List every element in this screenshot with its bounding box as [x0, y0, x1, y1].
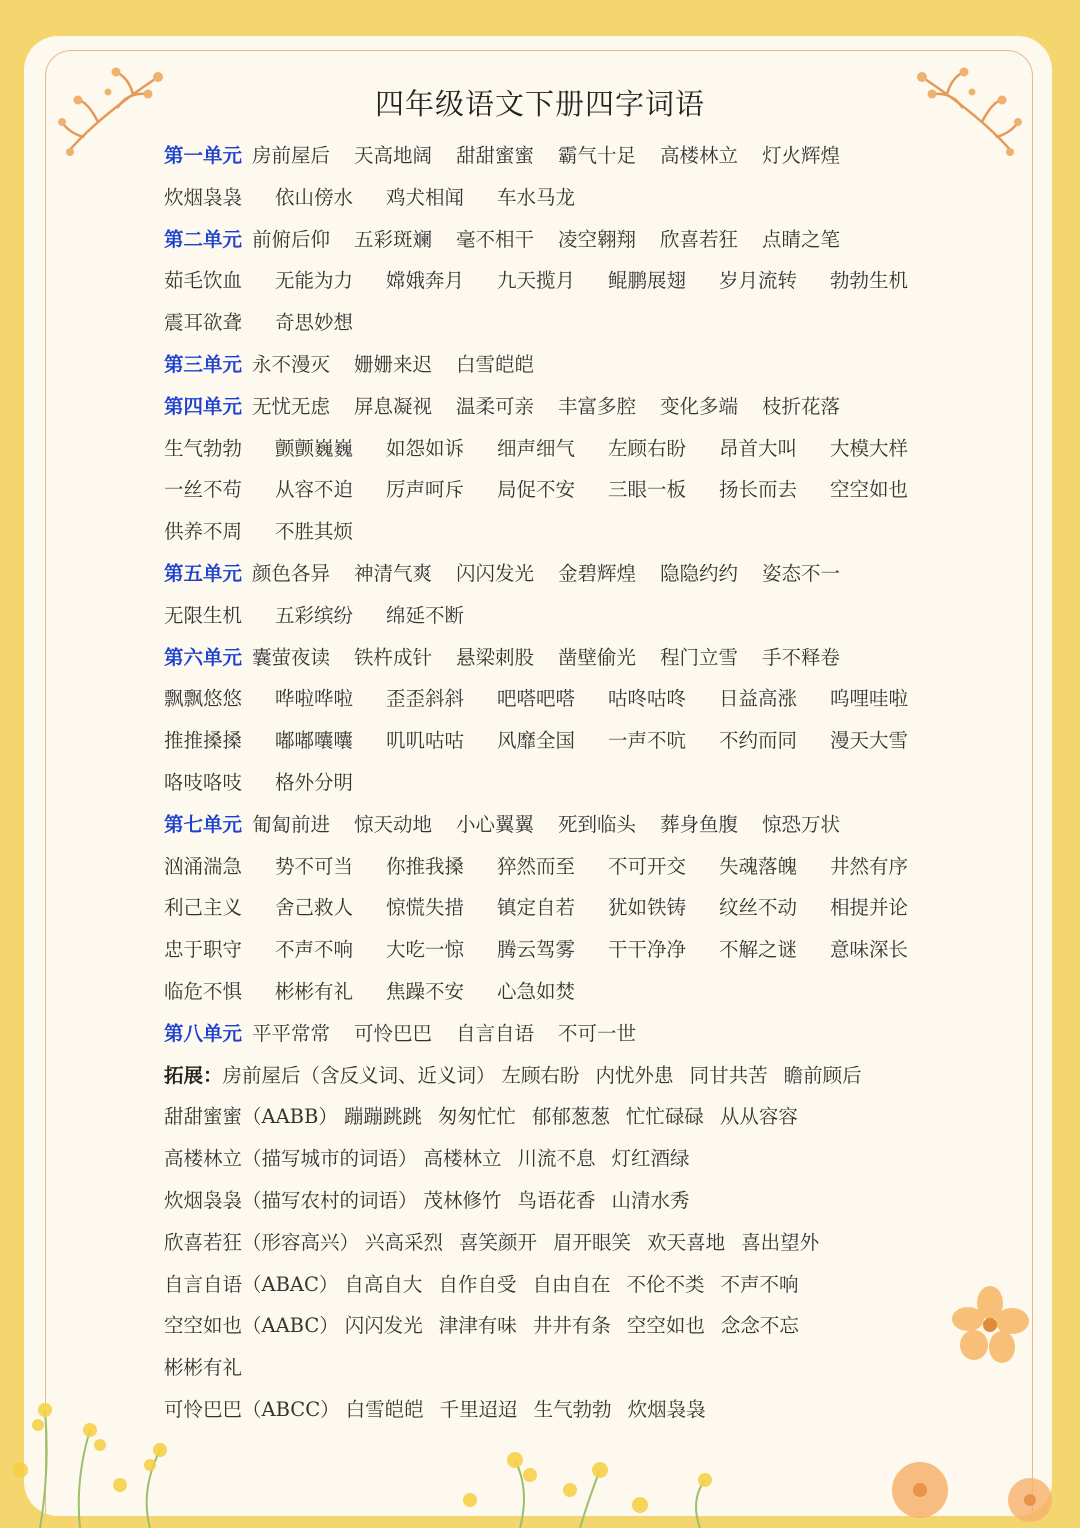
unit-line	[164, 637, 934, 679]
word-item: 心急如焚	[497, 979, 576, 1003]
word-item: 奇思妙想	[275, 311, 354, 335]
unit-line	[164, 971, 934, 1013]
unit-label: 第七单元	[164, 812, 243, 836]
word-item: 腾云驾雾	[497, 938, 576, 962]
extension-line	[164, 1389, 934, 1431]
word-item: 岁月流转	[719, 269, 798, 293]
unit-line	[164, 678, 934, 720]
word-item: 小心翼翼	[456, 812, 535, 836]
word-item: 自作自受	[438, 1272, 517, 1296]
word-item: 一丝不苟	[164, 478, 243, 502]
unit-line	[164, 929, 934, 971]
word-item: 点睛之笔	[762, 227, 841, 251]
word-item: 无限生机	[164, 603, 243, 627]
word-item: 天高地阔	[354, 144, 433, 167]
word-item: 匆匆忙忙	[437, 1105, 516, 1129]
word-item: 九天揽月	[497, 269, 576, 293]
unit-label: 第二单元	[164, 227, 243, 251]
word-item: 镇定自若	[497, 896, 576, 920]
extension-line	[164, 1180, 934, 1222]
word-item: 川流不息	[517, 1147, 596, 1171]
word-item: 平平常常	[252, 1021, 331, 1045]
unit-line	[164, 720, 934, 762]
word-item: 前俯后仰	[252, 227, 331, 251]
word-item: 闪闪发光	[456, 561, 535, 585]
word-item: 颤颤巍巍	[275, 436, 354, 460]
word-item: 眉开眼笑	[553, 1230, 632, 1254]
extension-category: 欣喜若狂（形容高兴）	[164, 1230, 360, 1254]
unit-label: 第六单元	[164, 645, 243, 669]
word-item: 同甘共苦	[689, 1063, 768, 1087]
word-item: 势不可当	[275, 854, 354, 878]
word-item: 嫦娥奔月	[386, 269, 465, 293]
unit-label: 第八单元	[164, 1021, 243, 1045]
word-item: 闪闪发光	[344, 1314, 423, 1338]
word-item: 毫不相干	[456, 227, 535, 251]
word-item: 吧嗒吧嗒	[497, 687, 576, 711]
word-item: 霸气十足	[558, 144, 637, 167]
word-item: 依山傍水	[275, 185, 354, 209]
word-item: 呜哩哇啦	[830, 687, 909, 711]
word-item: 高楼林立	[423, 1147, 502, 1171]
word-item: 姗姗来迟	[354, 352, 433, 376]
word-item: 左顾右盼	[608, 436, 687, 460]
word-item: 白雪皑皑	[456, 352, 535, 376]
word-item: 永不漫灭	[252, 352, 331, 376]
word-item: 扬长而去	[719, 478, 798, 502]
extension-label: 拓展：	[164, 1063, 223, 1087]
unit-line	[164, 553, 934, 595]
word-item: 哗啦哗啦	[275, 687, 354, 711]
word-item: 昂首大叫	[719, 436, 798, 460]
page-title: 四年级语文下册四字词语	[374, 87, 705, 121]
unit-line	[164, 595, 934, 637]
word-item: 井井有条	[532, 1314, 611, 1338]
word-item: 舍己救人	[275, 896, 354, 920]
word-item: 空空如也	[626, 1314, 705, 1338]
word-item: 内忧外患	[595, 1063, 674, 1087]
word-item: 不可开交	[608, 854, 687, 878]
extension-line	[164, 1347, 934, 1389]
word-item: 干干净净	[608, 938, 687, 962]
unit-label: 第五单元	[164, 561, 243, 585]
word-item: 纹丝不动	[719, 896, 798, 920]
unit-label: 第一单元	[164, 144, 243, 167]
unit-line	[164, 428, 934, 470]
word-item: 咯吱咯吱	[164, 770, 243, 794]
word-item: 如怨如诉	[386, 436, 465, 460]
word-item: 不伦不类	[626, 1272, 705, 1296]
word-item: 绵延不断	[386, 603, 465, 627]
unit-line	[164, 804, 934, 846]
extension-line	[164, 1055, 934, 1097]
extension-line	[164, 1222, 934, 1264]
word-item: 无忧无虑	[252, 394, 331, 418]
unit-line	[164, 135, 934, 177]
word-item: 灯红酒绿	[611, 1147, 690, 1171]
word-item: 自由自在	[532, 1272, 611, 1296]
word-item: 匍匐前进	[252, 812, 331, 836]
word-item: 彬彬有礼	[164, 1356, 243, 1380]
word-item: 从从容容	[719, 1105, 798, 1129]
unit-label: 第四单元	[164, 394, 243, 418]
word-item: 格外分明	[275, 770, 354, 794]
extension-category: 炊烟袅袅（描写农村的词语）	[164, 1188, 418, 1212]
word-item: 失魂落魄	[719, 854, 798, 878]
extension-category: 房前屋后（含反义词、近义词）	[222, 1063, 496, 1087]
word-item: 郁郁葱葱	[531, 1105, 610, 1129]
word-item: 惊天动地	[354, 812, 433, 836]
word-item: 葬身鱼腹	[660, 812, 739, 836]
unit-line	[164, 846, 934, 888]
extension-category: 自言自语（ABAC）	[164, 1272, 339, 1296]
flower-decoration-icon	[950, 1285, 1030, 1365]
word-item: 左顾右盼	[501, 1063, 580, 1087]
extension-line	[164, 1138, 934, 1180]
word-item: 鲲鹏展翅	[608, 269, 687, 293]
word-item: 枝折花落	[762, 394, 841, 418]
word-item: 歪歪斜斜	[386, 687, 465, 711]
word-item: 汹涌湍急	[164, 854, 243, 878]
word-item: 囊萤夜读	[252, 645, 331, 669]
word-item: 千里迢迢	[439, 1397, 518, 1421]
word-item: 不声不响	[275, 938, 354, 962]
word-item: 灯火辉煌	[762, 144, 841, 167]
word-item: 惊恐万状	[762, 812, 841, 836]
word-list	[164, 135, 934, 1431]
extension-category: 甜甜蜜蜜（AABB）	[164, 1105, 338, 1129]
word-item: 供养不周	[164, 520, 243, 544]
word-item: 凿壁偷光	[558, 645, 637, 669]
word-item: 隐隐约约	[660, 561, 739, 585]
word-item: 车水马龙	[497, 185, 576, 209]
word-item: 利己主义	[164, 896, 243, 920]
word-item: 喜笑颜开	[459, 1230, 538, 1254]
word-item: 忠于职守	[164, 938, 243, 962]
word-item: 生气勃勃	[164, 436, 243, 460]
word-item: 高楼林立	[660, 144, 739, 167]
unit-line	[164, 1013, 934, 1055]
word-item: 忙忙碌碌	[625, 1105, 704, 1129]
word-item: 温柔可亲	[456, 394, 535, 418]
word-item: 可怜巴巴	[354, 1021, 433, 1045]
word-item: 三眼一板	[608, 478, 687, 502]
word-item: 房前屋后	[252, 144, 331, 167]
word-item: 炊烟袅袅	[627, 1397, 706, 1421]
word-item: 自言自语	[456, 1021, 535, 1045]
word-item: 欣喜若狂	[660, 227, 739, 251]
word-item: 姿态不一	[762, 561, 841, 585]
word-item: 山清水秀	[611, 1188, 690, 1212]
unit-line	[164, 469, 934, 511]
word-item: 风靡全国	[497, 729, 576, 753]
word-item: 从容不迫	[275, 478, 354, 502]
word-item: 颜色各异	[252, 561, 331, 585]
unit-line	[164, 260, 934, 302]
word-item: 神清气爽	[354, 561, 433, 585]
word-item: 井然有序	[830, 854, 909, 878]
word-item: 叽叽咕咕	[386, 729, 465, 753]
word-item: 不解之谜	[719, 938, 798, 962]
word-item: 焦躁不安	[386, 979, 465, 1003]
word-item: 一声不吭	[608, 729, 687, 753]
word-item: 茹毛饮血	[164, 269, 243, 293]
unit-line	[164, 386, 934, 428]
unit-line	[164, 177, 934, 219]
word-item: 犹如铁铸	[608, 896, 687, 920]
word-item: 勃勃生机	[830, 269, 909, 293]
word-item: 嘟嘟囔囔	[275, 729, 354, 753]
word-item: 日益高涨	[719, 687, 798, 711]
word-item: 兴高采烈	[365, 1230, 444, 1254]
word-item: 程门立雪	[660, 645, 739, 669]
word-item: 你推我搡	[386, 854, 465, 878]
word-item: 屏息凝视	[354, 394, 433, 418]
word-item: 鸡犬相闻	[386, 185, 465, 209]
word-item: 相提并论	[830, 896, 909, 920]
word-item: 细声细气	[497, 436, 576, 460]
word-item: 念念不忘	[720, 1314, 799, 1338]
word-item: 五彩缤纷	[275, 603, 354, 627]
word-item: 甜甜蜜蜜	[456, 144, 535, 167]
word-item: 推推搡搡	[164, 729, 243, 753]
word-item: 自高自大	[344, 1272, 423, 1296]
word-item: 茂林修竹	[423, 1188, 502, 1212]
word-item: 铁杵成针	[354, 645, 433, 669]
extension-category: 高楼林立（描写城市的词语）	[164, 1147, 418, 1171]
word-item: 不约而同	[719, 729, 798, 753]
word-item: 咕咚咕咚	[608, 687, 687, 711]
word-item: 鸟语花香	[517, 1188, 596, 1212]
word-item: 彬彬有礼	[275, 979, 354, 1003]
word-item: 厉声呵斥	[386, 478, 465, 502]
unit-line	[164, 511, 934, 553]
word-item: 不可一世	[558, 1021, 637, 1045]
unit-line	[164, 219, 934, 261]
extension-line	[164, 1264, 934, 1306]
word-item: 瞻前顾后	[783, 1063, 862, 1087]
unit-line	[164, 762, 934, 804]
word-item: 喜出望外	[741, 1230, 820, 1254]
word-item: 飘飘悠悠	[164, 687, 243, 711]
word-item: 猝然而至	[497, 854, 576, 878]
word-item: 凌空翱翔	[558, 227, 637, 251]
extension-category: 空空如也（AABC）	[164, 1314, 339, 1338]
word-item: 悬梁刺股	[456, 645, 535, 669]
word-item: 震耳欲聋	[164, 311, 243, 335]
word-item: 意味深长	[830, 938, 909, 962]
word-item: 局促不安	[497, 478, 576, 502]
extension-line	[164, 1305, 934, 1347]
word-item: 丰富多腔	[558, 394, 637, 418]
extension-category: 可怜巴巴（ABCC）	[164, 1397, 340, 1421]
unit-line	[164, 887, 934, 929]
word-item: 无能为力	[275, 269, 354, 293]
word-item: 欢天喜地	[647, 1230, 726, 1254]
word-item: 大吃一惊	[386, 938, 465, 962]
unit-line	[164, 302, 934, 344]
word-item: 五彩斑斓	[354, 227, 433, 251]
word-item: 死到临头	[558, 812, 637, 836]
word-item: 蹦蹦跳跳	[343, 1105, 422, 1129]
word-item: 漫天大雪	[830, 729, 909, 753]
word-item: 惊慌失措	[386, 896, 465, 920]
word-item: 空空如也	[830, 478, 909, 502]
word-item: 津津有味	[438, 1314, 517, 1338]
unit-label: 第三单元	[164, 352, 243, 376]
word-item: 白雪皑皑	[345, 1397, 424, 1421]
word-item: 临危不惧	[164, 979, 243, 1003]
word-item: 大模大样	[830, 436, 909, 460]
extension-line	[164, 1096, 934, 1138]
word-item: 生气勃勃	[533, 1397, 612, 1421]
word-item: 金碧辉煌	[558, 561, 637, 585]
unit-line	[164, 344, 934, 386]
word-item: 手不释卷	[762, 645, 841, 669]
word-item: 不胜其烦	[275, 520, 354, 544]
word-item: 变化多端	[660, 394, 739, 418]
word-item: 不声不响	[720, 1272, 799, 1296]
word-item: 炊烟袅袅	[164, 185, 243, 209]
